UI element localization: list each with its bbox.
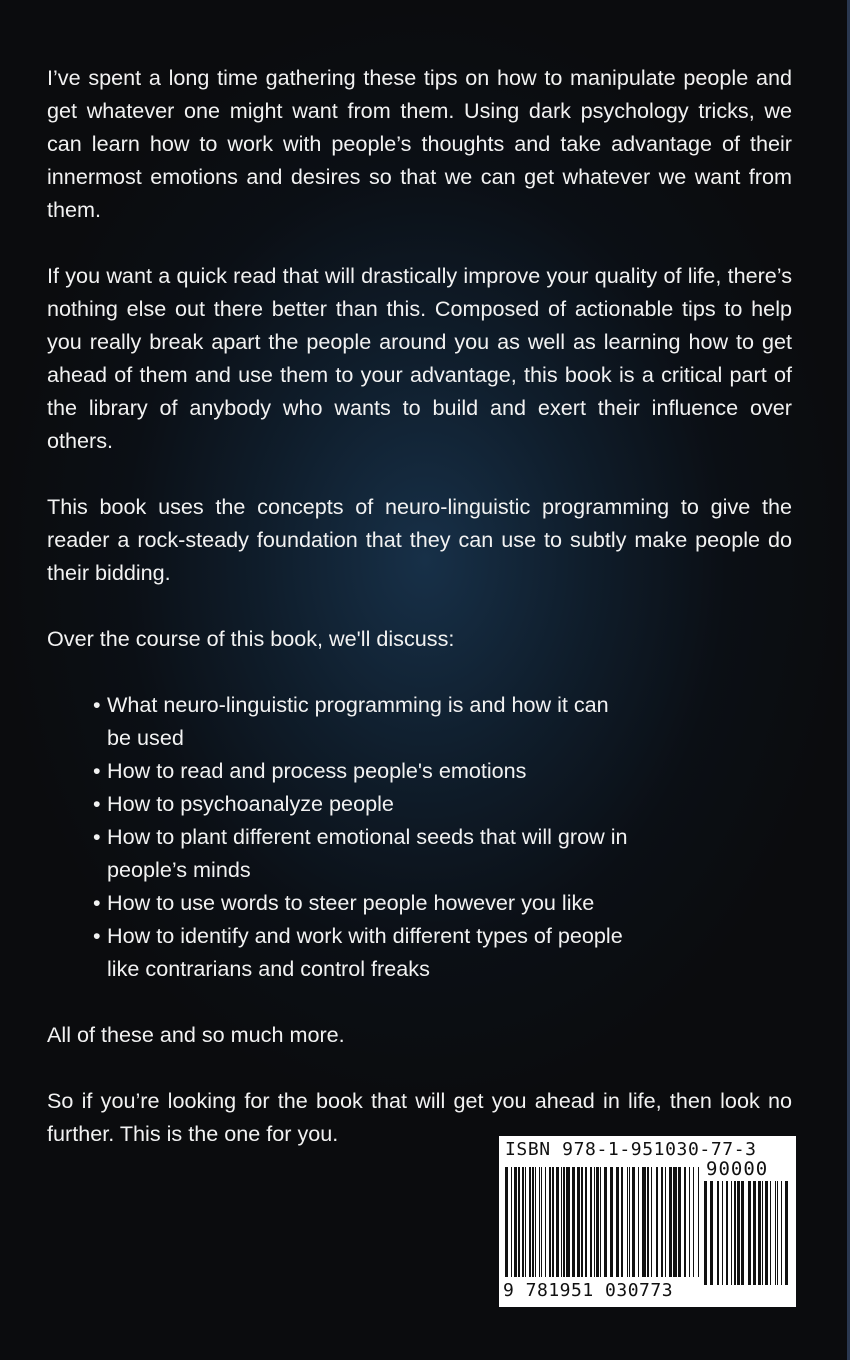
bullet-icon: • — [93, 824, 101, 849]
addon-barcode-bars-icon — [704, 1181, 790, 1285]
price-code: 90000 — [706, 1158, 769, 1180]
bullet-icon: • — [93, 758, 101, 783]
list-item — [93, 754, 633, 787]
list-item — [93, 919, 633, 985]
value-paragraph: If you want a quick read that will drastically improve your quality of life, there’s nothing else out there better than this. Composed of actionable tips to help you really break apart the people around you as well as learning how to get ahead of them and use them to your advantage, this book is a critical part of the library of anybody who wants to build and exert their influence over others. — [47, 263, 792, 453]
bullet-icon: • — [93, 791, 101, 816]
intro-paragraph: I’ve spent a long time gathering these tips on how to manipulate people and get whatever one might want from them. Using dark psychology tricks, we can learn how to work with people’s thoughts and take advantage of their innermost emotions and desires so that we can get whatever we want from them. — [47, 65, 792, 222]
blurb-text — [47, 61, 792, 1183]
list-item-text: How to plant different emotional seeds that will grow in people’s minds — [107, 824, 628, 882]
list-item-text: How to identify and work with different types of people like contrarians and control freaks — [107, 923, 623, 981]
barcode-bars-icon — [505, 1167, 701, 1289]
nlp-paragraph: This book uses the concepts of neuro-linguistic programming to give the reader a rock-steady foundation that they can use to subtly make people do their bidding. — [47, 494, 792, 585]
list-item — [93, 886, 633, 919]
list-intro: Over the course of this book, we'll discuss: — [47, 626, 455, 651]
isbn-barcode — [499, 1136, 796, 1307]
list-item-text: What neuro-linguistic programming is and how it can be used — [107, 692, 609, 750]
closing-line: All of these and so much more. — [47, 1022, 345, 1047]
closing-paragraph: So if you’re looking for the book that will get you ahead in life, then look no further. This is the one for you. — [47, 1088, 792, 1146]
list-item — [93, 688, 633, 754]
bullet-icon: • — [93, 692, 101, 717]
bullet-icon: • — [93, 890, 101, 915]
barcode-digits: 9 781951 030773 — [503, 1280, 674, 1301]
topic-list — [47, 688, 633, 985]
list-item-text: How to use words to steer people however you like — [107, 890, 595, 915]
list-item — [93, 820, 633, 886]
list-item — [93, 787, 633, 820]
list-item-text: How to psychoanalyze people — [107, 791, 394, 816]
bullet-icon: • — [93, 923, 101, 948]
isbn-label: ISBN 978-1-951030-77-3 — [505, 1139, 757, 1160]
list-item-text: How to read and process people's emotions — [107, 758, 527, 783]
